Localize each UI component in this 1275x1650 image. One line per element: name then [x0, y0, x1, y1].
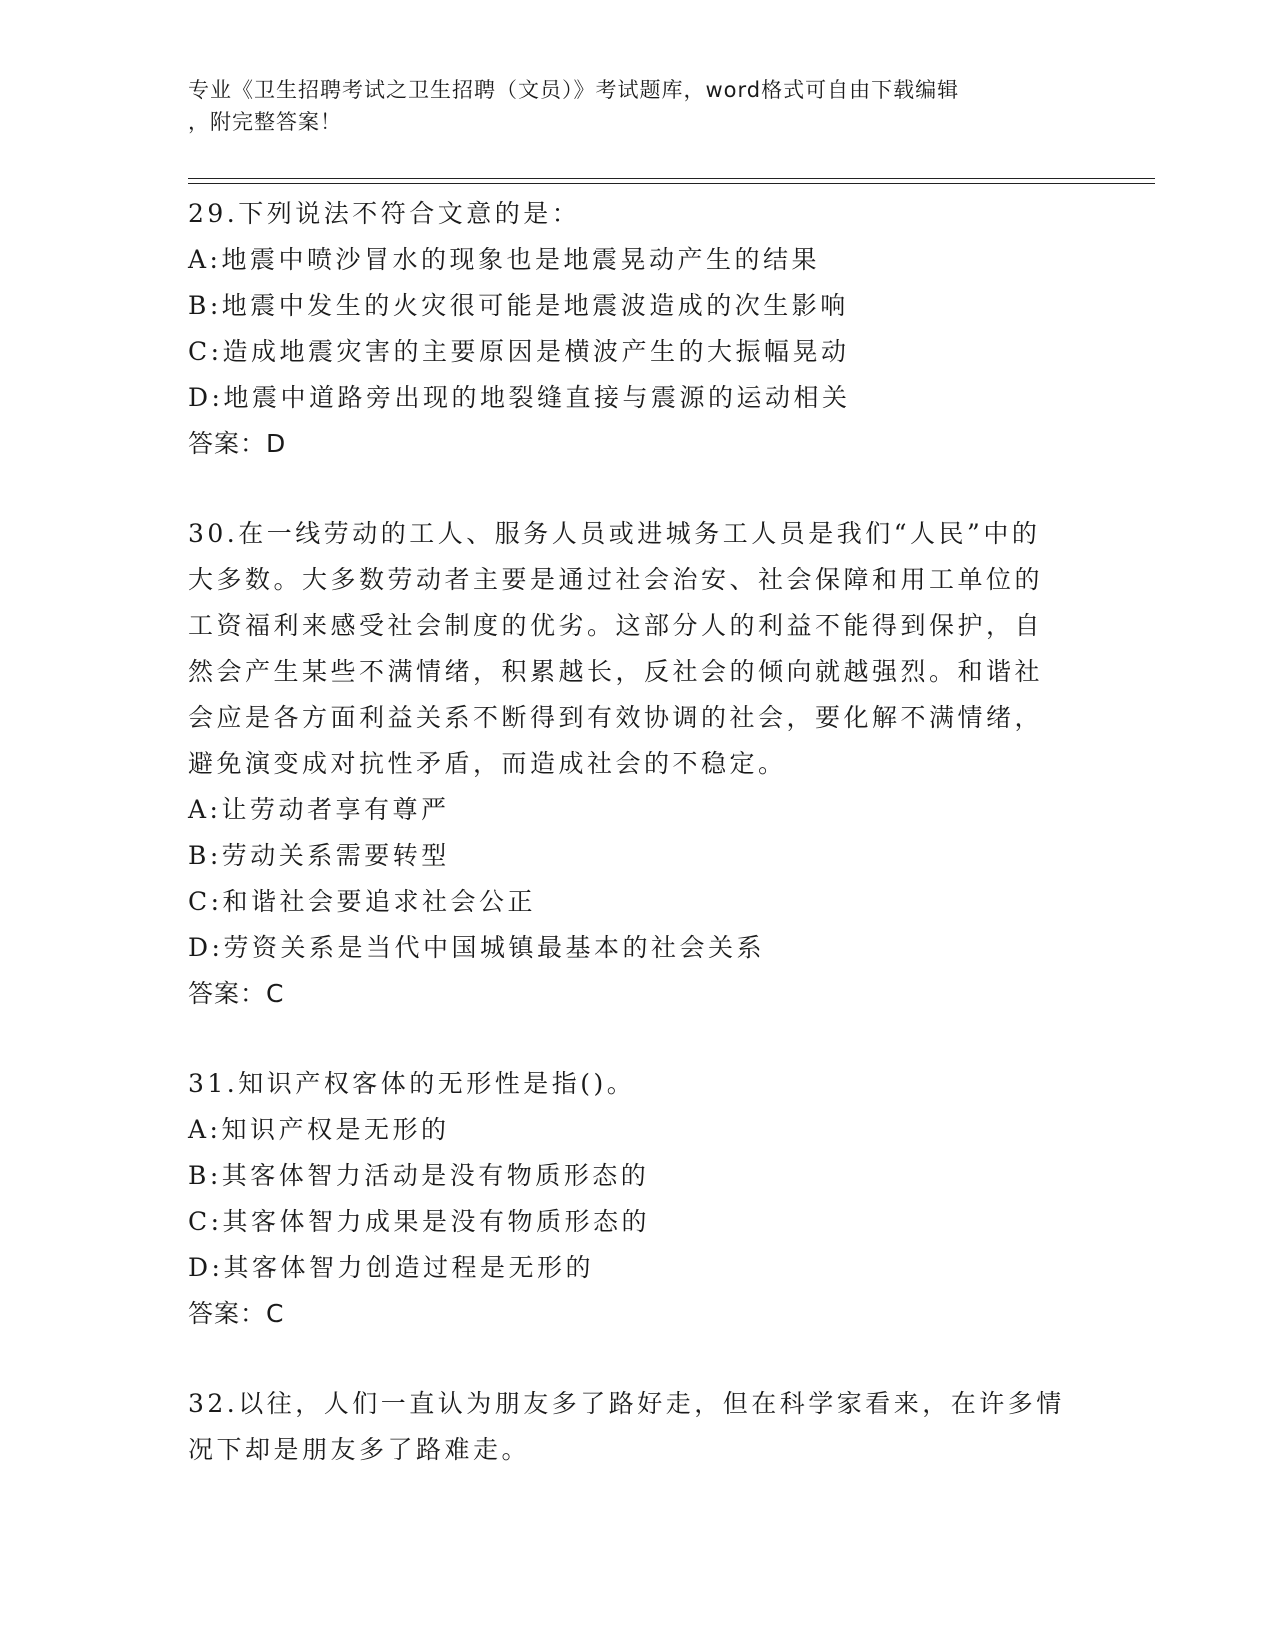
- header-divider-bottom: [188, 183, 1155, 184]
- question-line: 29.下列说法不符合文意的是：: [188, 199, 581, 228]
- question-32: [188, 1381, 1088, 1473]
- option-d: D:劳资关系是当代中国城镇最基本的社会关系: [188, 933, 765, 962]
- question-text: [188, 1381, 1088, 1473]
- question-line: 31.知识产权客体的无形性是指()。: [188, 1069, 636, 1098]
- header-line-1: 专业《卫生招聘考试之卫生招聘（文员）》考试题库，word格式可自由下载编辑: [188, 78, 960, 102]
- question-line: 30.在一线劳动的工人、服务人员或进城务工人员是我们“人民”中的: [188, 519, 1041, 548]
- document-header: [188, 74, 1088, 138]
- question-31: [188, 1061, 1088, 1337]
- option-d: D:地震中道路旁出现的地裂缝直接与震源的运动相关: [188, 383, 851, 412]
- option-b: B:其客体智力活动是没有物质形态的: [188, 1161, 650, 1190]
- option-c: C:造成地震灾害的主要原因是横波产生的大振幅晃动: [188, 337, 850, 366]
- option-c: C:其客体智力成果是没有物质形态的: [188, 1207, 651, 1236]
- question-line: 工资福利来感受社会制度的优劣。这部分人的利益不能得到保护，自: [188, 611, 1044, 640]
- header-divider-top: [188, 178, 1155, 179]
- question-text: [188, 191, 1088, 237]
- header-line-2: ，附完整答案！: [188, 110, 342, 134]
- question-30: [188, 511, 1088, 1017]
- question-line: 况下却是朋友多了路难走。: [188, 1435, 531, 1464]
- question-29: [188, 191, 1088, 467]
- option-b: B:地震中发生的火灾很可能是地震波造成的次生影响: [188, 291, 849, 320]
- question-line: 避免演变成对抗性矛盾，而造成社会的不稳定。: [188, 749, 787, 778]
- question-line: 32.以往，人们一直认为朋友多了路好走，但在科学家看来，在许多情: [188, 1389, 1065, 1418]
- option-b: B:劳动关系需要转型: [188, 841, 450, 870]
- answer-label: 答案：C: [188, 1299, 285, 1328]
- question-text: [188, 511, 1088, 787]
- question-list: [188, 191, 1088, 1517]
- option-a: A:地震中喷沙冒水的现象也是地震晃动产生的结果: [188, 245, 820, 274]
- question-line: 大多数。大多数劳动者主要是通过社会治安、社会保障和用工单位的: [188, 565, 1044, 594]
- option-d: D:其客体智力创造过程是无形的: [188, 1253, 594, 1282]
- option-c: C:和谐社会要追求社会公正: [188, 887, 537, 916]
- option-a: A:知识产权是无形的: [188, 1115, 450, 1144]
- question-line: 然会产生某些不满情绪，积累越长，反社会的倾向就越强烈。和谐社: [188, 657, 1044, 686]
- question-line: 会应是各方面利益关系不断得到有效协调的社会，要化解不满情绪，: [188, 703, 1044, 732]
- option-a: A:让劳动者享有尊严: [188, 795, 450, 824]
- question-text: [188, 1061, 1088, 1107]
- answer-label: 答案：C: [188, 979, 285, 1008]
- answer-label: 答案：D: [188, 429, 287, 458]
